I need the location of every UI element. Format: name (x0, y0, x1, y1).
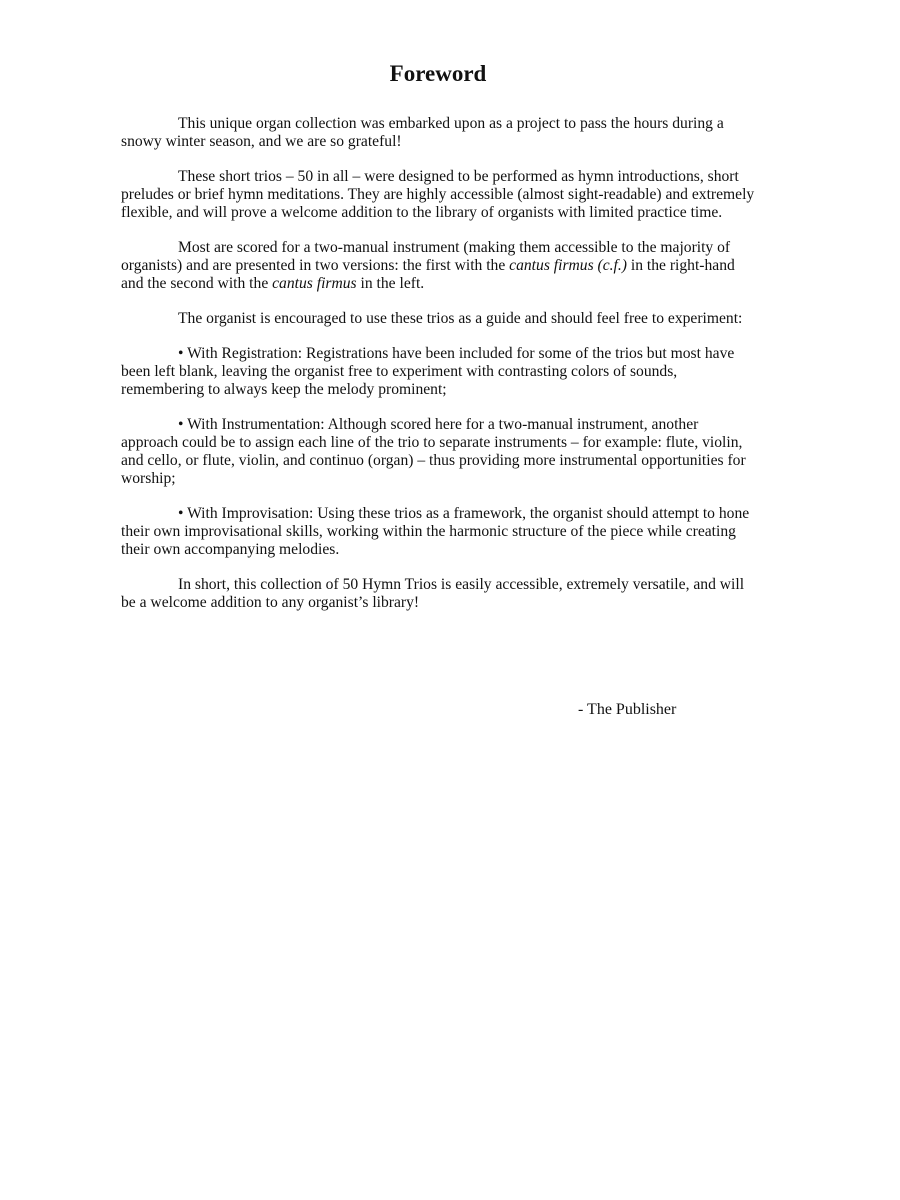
paragraph-intro: This unique organ collection was embarked upon as a project to pass the hours during a snowy winter season, and we are so grateful! (121, 115, 724, 150)
paragraph-versions-text-2: in the right-hand and the second with the (121, 257, 735, 292)
publisher-signature: - The Publisher (578, 701, 677, 718)
bullet-improvisation: • With Improvisation: Using these trios as a framework, the organist should attempt to hone their own improvisational skills, working within the harmonic structure of the piece while creating their own accompanying melodies. (121, 505, 750, 558)
paragraph-trios-description: These short trios – 50 in all – were designed to be performed as hymn introductions, short preludes or brief hymn meditations. They are highly accessible (almost sight-readable) and extremely flexible, and will prove a welcome addition to the library of organists with limited practice time. (121, 168, 755, 221)
cantus-firmus-italic: cantus firmus (272, 275, 357, 292)
bullet-registration: • With Registration: Registrations have been included for some of the trios but most have been left blank, leaving the organist free to experiment with contrasting colors of sounds, remembering to always keep the melody prominent; (121, 345, 735, 398)
paragraph-versions-text-3: in the left. (356, 275, 425, 292)
paragraph-versions-text-1: Most are scored for a two-manual instrument (making them accessible to the majority of organists) and are presented in two versions: the first with the (121, 239, 731, 274)
cantus-firmus-cf-italic: cantus firmus (c.f.) (509, 257, 627, 274)
paragraph-conclusion: In short, this collection of 50 Hymn Trios is easily accessible, extremely versatile, and will be a welcome addition to any organist’s library! (121, 576, 745, 611)
page-title: Foreword (389, 61, 487, 86)
foreword-body (121, 115, 757, 629)
bullet-instrumentation: • With Instrumentation: Although scored here for a two-manual instrument, another approach could be to assign each line of the trio to separate instruments – for example: flute, violin, and cello, or flute, violin, and continuo (organ) – thus providing more instrumental opportunities for worship; (121, 416, 746, 487)
paragraph-versions (121, 239, 757, 293)
paragraph-encouragement: The organist is encouraged to use these trios as a guide and should feel free to experiment: (178, 310, 743, 327)
